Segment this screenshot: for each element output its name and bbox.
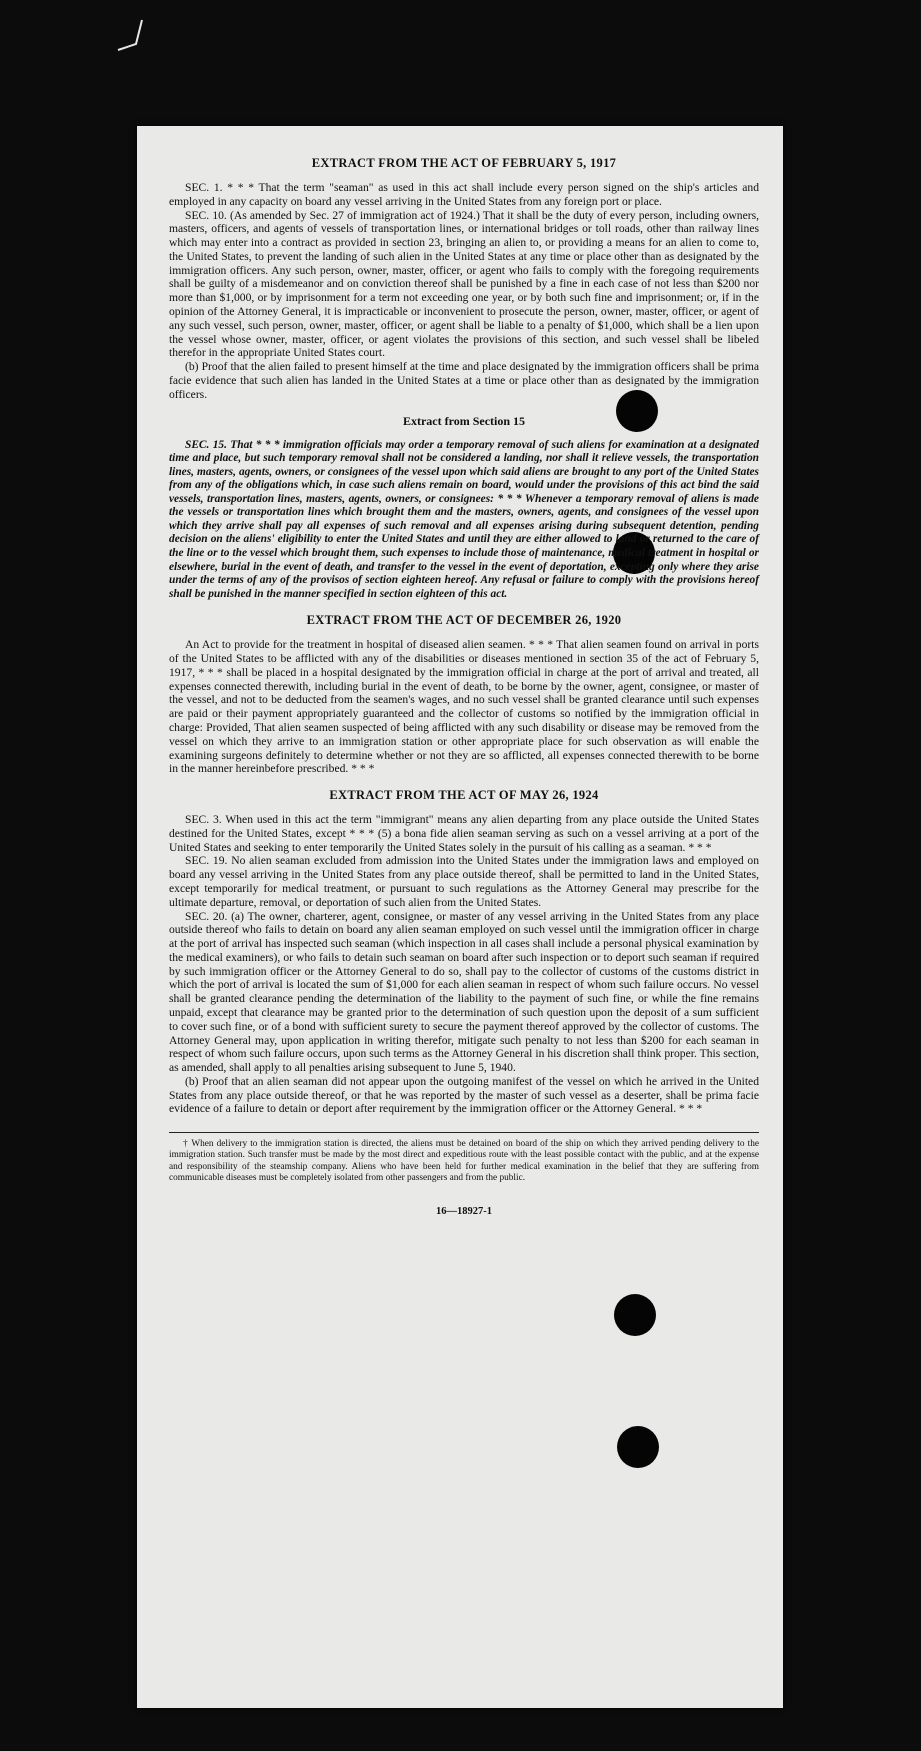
paragraph-sec10: SEC. 10. (As amended by Sec. 27 of immigration act of 1924.) That it shall be the duty of every person, including owners, masters, officers, and agents of vessels of transportation lines, or international bridges or toll roads, other than railway lines which may enter into a contract as provided in section 23, bringing an alien to, or providing a means for an alien to come to, the United States, to prevent the landing of such alien in the United States at any time or place other than as designated by the immigration officers. Any such person, owner, master, officer, or agent who fails to comply with the foregoing requirements shall be guilty of a misdemeanor and on conviction thereof shall be punished by a fine in each case of not less than $200 nor more than $1,000, or by imprisonment for a term not exceeding one year, or by both such fine and imprisonment; or, if in the opinion of the Attorney General, it is impracticable or inconvenient to prosecute the person, owner, master, officer, or agent of any such vessel, such person, owner, master, officer, or agent shall be liable to a penalty of $1,000, which shall be a lien upon the vessel whose owner, master, officer, or agent violates the provisions of this section, and such vessel shall be libeled therefor in the appropriate United States court.	[169, 208, 759, 360]
paragraph-sec20a: SEC. 20. (a) The owner, charterer, agent, consignee, or master of any vessel arriving in the United States from any place outside thereof who fails to detain on board any alien seaman employed on such vessel until the immigration officer in charge at the port of arrival has inspected such seaman (which inspection in all cases shall include a personal physical examination by the medical examiners), or who fails to detain such seaman on board after such inspection or to deport such seaman if required by such immigration officer or the Attorney General to do so, shall pay to the collector of customs of the customs district in which the port of arrival is located the sum of $1,000 for each alien seaman in respect of whom such failure occurs. No vessel shall be granted clearance pending the determination of the liability to the payment of such fine, or while the fine remains unpaid, except that clearance may be granted prior to the determination of such question upon the deposit of a sum sufficient to cover such fine, or of a bond with sufficient surety to secure the payment thereof approved by the collector of customs. The Attorney General may, upon application in writing therefor, mitigate such penalty to not less than $200 for each seaman in respect of whom such failure occurs, upon such terms as the Attorney General in his discretion shall think proper. This section, as amended, shall apply to all penalties arising subsequent to June 5, 1940.	[169, 909, 759, 1075]
paragraph-sec3: SEC. 3. When used in this act the term "immigrant" means any alien departing from any place outside the United States destined for the United States, except * * * (5) a bona fide alien seaman serving as such on a vessel arriving at a port of the United States and seeking to enter temporarily the United States solely in the pursuit of his calling as a seaman. * * *	[169, 813, 759, 854]
heading-act-1924: EXTRACT FROM THE ACT OF MAY 26, 1924	[329, 788, 599, 803]
heading-section-15: Extract from Section 15	[402, 413, 526, 428]
paragraph-sec20b: (b) Proof that an alien seaman did not appear upon the outgoing manifest of the vessel on which he arrived in the United States from any place outside thereof, or that he was reported by the master of such vessel as a deserter, shall be prima facie evidence of a failure to detain or deport after requirement by the immigration officer or the Attorney General. * * *	[169, 1074, 759, 1116]
footnote: † When delivery to the immigration station is directed, the aliens must be detained on board of the ship on which they arrived pending delivery to the immigration station. Such transfer must be made by the most direct and expeditious route with the least possible contact with the public, and at the expense and responsibility of the steamship company. Aliens who have been held for further medical examination in the belief that they are suffering from communicable diseases must be completely isolated from other passengers and from the public.	[169, 1139, 759, 1183]
heading-act-1917: EXTRACT FROM THE ACT OF FEBRUARY 5, 1917	[311, 156, 617, 170]
footnote-divider	[169, 1132, 759, 1133]
punch-hole	[614, 1294, 656, 1336]
paragraph-sec19: SEC. 19. No alien seaman excluded from admission into the United States under the immigration laws and employed on board any vessel arriving in the United States from any place outside thereof, shall be permitted to land in the United States, except temporarily for medical treatment, or pursuant to such regulations as the Attorney General may prescribe for the ultimate departure, removal, or deportation of such alien from the United States.	[169, 854, 759, 909]
paragraph-1920: An Act to provide for the treatment in hospital of diseased alien seamen. * * * That alien seamen found on arrival in ports of the United States to be afflicted with any of the disabilities or diseases mentioned in section 35 of the act of February 5, 1917, * * * shall be placed in a hospital designated by the immigration official in charge at the port of arrival and treated, all expenses connected therewith, including burial in the event of death, to be borne by the owner, agent, consignee, or master of the vessel, and not to be deducted from the seamen's wages, and no such vessel shall be granted clearance until such expenses are paid or their payment appropriately guaranteed and the collector of customs so notified by the immigration official in charge: Provided, That alien seamen suspected of being afflicted with any such disability or disease may be removed from the vessel on which they arrive to an immigration station or other appropriate place for such observation as will enable the examining surgeons definitely to determine whether or not they are so afflicted, all expenses connected therewith to be borne in the manner hereinbefore prescribed. * * *	[169, 638, 759, 776]
paragraph-sec1: SEC. 1. * * * That the term "seaman" as used in this act shall include every person signed on the ship's articles and employed in any capacity on board any vessel arriving in the United States from any foreign port or place.	[169, 181, 759, 208]
form-code: 16—18927-1	[436, 1205, 492, 1217]
punch-hole	[617, 1426, 659, 1468]
document-page	[137, 126, 783, 1708]
paragraph-sec15: SEC. 15. That * * * immigration officials may order a temporary removal of such aliens for examination at a designated time and place, but such temporary removal shall not be considered a landing, nor shall it relieve vessels, the transportation lines, masters, agents, owners, or consignees of the vessel upon which said aliens are brought to any port of the United States from any of the obligations which, in case such aliens remain on board, would under the provisions of this act bind the said vessels, transportation lines, masters, agents, owners, or consignees: * * * Whenever a temporary removal of aliens is made the vessels or transportation lines which brought them and the masters, owners, agents, and consignees of the vessel upon which they arrive shall pay all expenses of such removal and all expenses arising during subsequent detention, pending decision on the aliens' eligibility to enter the United States and until they are either allowed to land or returned to the care of the line or to the vessel which brought them, such expenses to include those of maintenance, medical treatment in hospital or elsewhere, burial in the event of death, and transfer to the vessel in the event of deportation, excepting only where they arise under the terms of any of the provisos of section eighteen hereof. Any refusal or failure to comply with the provisions hereof shall be punished in the manner specified in section eighteen of this act.	[169, 438, 759, 600]
paragraph-sec10b: (b) Proof that the alien failed to present himself at the time and place designated by the immigration officers shall be prima facie evidence that such alien has landed in the United States at a time or place other than as designated by the immigration officers.	[169, 360, 759, 401]
document-content	[169, 156, 759, 1217]
scan-scratch-mark	[112, 18, 152, 58]
heading-act-1920: EXTRACT FROM THE ACT OF DECEMBER 26, 1920	[306, 613, 622, 628]
